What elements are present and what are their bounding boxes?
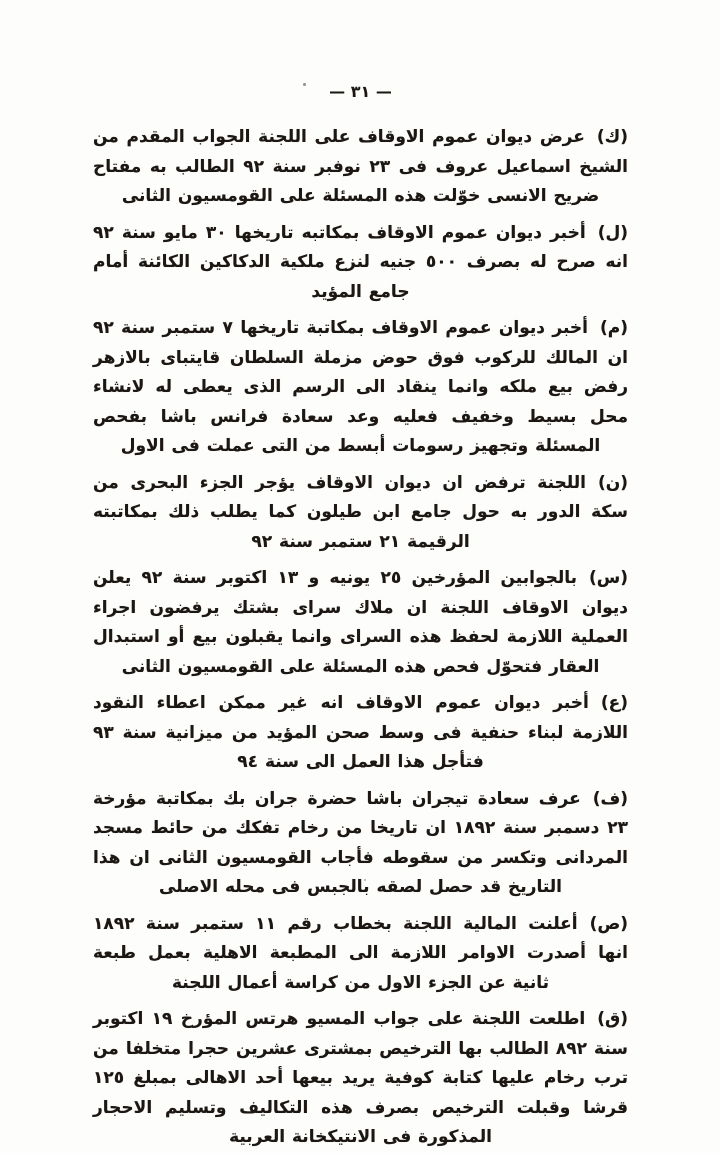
paragraph-lam bbox=[93, 219, 628, 308]
scan-speck bbox=[364, 879, 366, 881]
paragraph-text: اطلعت اللجنة على جواب المسيو هرتس المؤرخ ١٩ اكتوبر سنة ٨٩٢ الطالب بها الترخيص بمشترى عشرين حجرا متخلفا من ترب رخام عليها كتابة كوفية يريد بيعها أحد الاهالى بمبلغ ١٢٥ قرشا وقبلت الترخيص بصرف هذه التكاليف وتسليم الاحجار المذكورة فى الانتيكخانة العربية bbox=[93, 1009, 629, 1147]
paragraph-text: بالجوابين المؤرخين ٢٥ يونيه و ١٣ اكتوبر سنة ٩٢ يعلن ديوان الاوقاف اللجنة ان ملاك سراى بشتك يرفضون اجراء العملية اللازمة لحفظ هذه السراى وانما يقبلون بيع أو استبدال العقار فتحوّل فحص هذه المسئلة على القومسيون الثانى bbox=[93, 568, 628, 677]
paragraph-marker: (ع) bbox=[600, 693, 628, 713]
paragraph-ain bbox=[93, 689, 628, 778]
paragraph-text: عرف سعادة تيجران باشا حضرة جران بك بمكاتبة مؤرخة ٢٣ دسمبر سنة ١٨٩٢ ان تاريخا من رخام تفكك من حائط مسجد المردانى وتكسر من سقوطه فأجاب القومسيون الثانى ان هذا التاريخ قد حصل لصقه بالجبس فى محله الاصلى bbox=[93, 788, 628, 897]
paragraph-sin bbox=[93, 564, 628, 682]
paragraph-fa bbox=[93, 785, 628, 903]
paragraph-nun bbox=[93, 469, 628, 558]
paragraph-qaf bbox=[93, 1005, 628, 1153]
paragraph-text: أخبر ديوان عموم الاوقاف بمكاتبة تاريخها ٧ ستمبر سنة ٩٢ ان المالك للركوب فوق حوض مزملة السلطان قايتباى بالازهر رفض بيع ملكه وانما ينقاد الى الرسم الذى يعطى له لانشاء محل بسيط وخفيف فعليه وعد سعادة فرانس باشا بفحص المسئلة وتجهيز رسومات أبسط من التى عملت فى الاول bbox=[93, 318, 628, 456]
paragraph-marker: (ل) bbox=[597, 222, 628, 243]
paragraph-mim bbox=[93, 314, 628, 462]
page-number: — ٣١ — bbox=[329, 82, 392, 101]
paragraph-text: اللجنة ترفض ان ديوان الاوقاف يؤجر الجزء البحرى من سكة الدور به حول جامع ابن طيلون كما يطلب ذلك بمكاتبته الرقيمة ٢١ ستمبر سنة ٩٢ bbox=[93, 472, 628, 552]
paragraph-marker: (ن) bbox=[597, 472, 628, 493]
paragraph-marker: (ق) bbox=[597, 1009, 628, 1029]
paragraph-text: أخبر ديوان عموم الاوقاف انه غير ممكن اعطاء النقود اللازمة لبناء حنفية فى وسط صحن المؤيد من ميزانية سنة ٩٣ فتأجل هذا العمل الى سنة ٩٤ bbox=[93, 693, 628, 772]
paragraph-sad bbox=[93, 910, 628, 999]
paragraph-text: أخبر ديوان عموم الاوقاف بمكاتبه تاريخها ٣٠ مايو سنة ٩٢ انه صرح له بصرف ٥٠٠ جنيه لنزع ملكية الدكاكين الكائنة أمام جامع المؤيد bbox=[93, 222, 628, 302]
paragraph-marker: (ك) bbox=[596, 127, 628, 147]
paragraph-marker: (ص) bbox=[589, 913, 629, 934]
paragraph-marker: (س) bbox=[589, 568, 629, 588]
scan-speck bbox=[303, 83, 306, 86]
paragraph-text: عرض ديوان عموم الاوقاف على اللجنة الجواب المقدم من الشيخ اسماعيل عروف فى ٢٣ نوفبر سنة ٩٢ الطالب به مفتاح ضريح الانسى خوّلت هذه المسئلة على القومسيون الثانى bbox=[93, 127, 628, 206]
paragraph-marker: (م) bbox=[600, 318, 628, 338]
paragraph-kaf bbox=[93, 123, 628, 212]
paragraph-text: أعلنت المالية اللجنة بخطاب رقم ١١ ستمبر سنة ١٨٩٢ انها أصدرت الاوامر اللازمة الى المطبعة الاهلية بعمل طبعة ثانية عن الجزء الاول من كراسة أعمال اللجنة bbox=[93, 913, 628, 993]
paragraph-marker: (ف) bbox=[592, 788, 628, 809]
